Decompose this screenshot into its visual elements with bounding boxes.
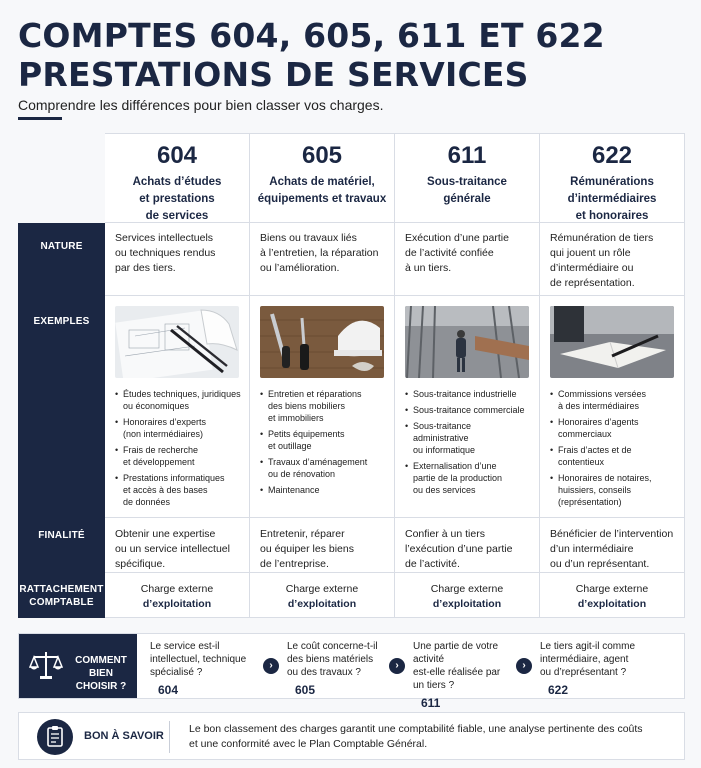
- question-line: Une partie de votre activité: [413, 641, 499, 665]
- nature-line: de l’activité confiée: [405, 247, 494, 259]
- exemple-line: (représentation): [558, 497, 622, 507]
- exemple-item: [405, 460, 533, 496]
- exemple-item: [550, 472, 678, 508]
- tip-text-line-1: Le bon classement des charges garantit une comptabilité fiable, une analyse pertinente des coûts: [189, 723, 643, 735]
- exemple-item: [260, 428, 388, 452]
- row-head-finalite: [18, 518, 105, 573]
- exemple-line: à des intermédiaires: [558, 401, 640, 411]
- finalite-cell-622: [540, 518, 685, 573]
- nature-cell-605: [250, 223, 395, 296]
- exemples-list: [115, 388, 243, 512]
- finalite-line: spécifique.: [115, 558, 166, 570]
- account-title: [250, 174, 394, 208]
- exemples-cell-611: [395, 296, 540, 518]
- page-title-line-1: COMPTES 604, 605, 611 ET 622: [18, 16, 605, 55]
- nature-line: à l’entretien, la réparation: [260, 247, 379, 259]
- exemples-list: [260, 388, 388, 500]
- exemple-line: • Prestations informatiques: [123, 473, 225, 483]
- title-underline: [18, 117, 62, 120]
- exemple-line: • Sous-traitance industrielle: [413, 389, 517, 399]
- question-line: intermédiaire, agent: [540, 654, 629, 665]
- finalite-line: ou un service intellectuel: [115, 543, 230, 555]
- row-head-rattachement-line-2: COMPTABLE: [29, 597, 94, 608]
- nature-line: par des tiers.: [115, 262, 176, 274]
- exemple-line: ou économiques: [123, 401, 190, 411]
- rattachement-cell-622: [540, 573, 685, 618]
- nature-line: Biens ou travaux liés: [260, 232, 357, 244]
- exemple-item: [260, 388, 388, 424]
- exemples-cell-605: [250, 296, 395, 518]
- exemple-line: et développement: [123, 457, 195, 467]
- finalite-line: Confier à un tiers: [405, 528, 485, 540]
- question-line: Le coût concerne-t-il: [287, 641, 378, 652]
- chevron-right-icon: ›: [263, 658, 279, 674]
- exemple-item: [550, 444, 678, 468]
- how-to-choose-label-line-1: COMMENT: [75, 655, 127, 666]
- exemple-item: [260, 456, 388, 480]
- account-number: 611: [447, 142, 487, 169]
- blueprint-pen-icon: [115, 306, 239, 378]
- nature-line: Exécution d’une partie: [405, 232, 509, 244]
- column-header-604: [105, 133, 250, 223]
- nature-line: de représentation.: [550, 277, 635, 289]
- tip-text-line-2: et une conformité avec le Plan Comptable Général.: [189, 738, 428, 750]
- exemple-line: • Frais de recherche: [123, 445, 199, 455]
- exemples-cell-604: [105, 296, 250, 518]
- tip-text: [189, 722, 659, 752]
- question-605: [287, 640, 405, 697]
- question-line: spécialisé ?: [150, 667, 203, 678]
- rattachement-line-1: Charge externe: [140, 583, 214, 595]
- rattachement-cell-604: [105, 573, 250, 618]
- row-head-rattachement-line-1: RATTACHEMENT: [19, 584, 104, 595]
- account-title-line: et prestations: [139, 193, 215, 205]
- column-header-611: [395, 133, 540, 223]
- how-to-choose-band: [18, 633, 685, 710]
- question-line: un tiers ?: [413, 680, 455, 691]
- row-head-nature-label: NATURE: [40, 241, 83, 252]
- account-title-line: Achats de matériel,: [269, 176, 375, 188]
- how-to-choose-label: [69, 654, 133, 693]
- answer-account: 622: [548, 683, 569, 697]
- finalite-line: l’exécution d’une partie: [405, 543, 513, 555]
- exemple-item: [115, 444, 243, 468]
- finalite-cell-605: [250, 518, 395, 573]
- exemple-line: • Frais d’actes et de: [558, 445, 632, 455]
- account-title: [105, 174, 249, 225]
- chevron-right-icon: ›: [389, 658, 405, 674]
- notebook-pen-icon: [550, 306, 674, 378]
- account-title-line: Sous-traitance: [427, 176, 507, 188]
- finalite-line: de l’activité.: [405, 558, 460, 570]
- exemple-item: [260, 484, 388, 496]
- account-title-line: d’intermédiaires: [567, 193, 657, 205]
- exemple-item: [405, 404, 533, 416]
- row-head-rattachement: [18, 573, 105, 618]
- nature-line: qui jouent un rôle: [550, 247, 631, 259]
- exemple-item: [550, 388, 678, 412]
- rattachement-line-1: Charge externe: [575, 583, 649, 595]
- exemple-item: [115, 472, 243, 508]
- answer-account: 605: [295, 683, 316, 697]
- rattachement-cell-611: [395, 573, 540, 618]
- how-to-choose-header: [19, 634, 137, 698]
- finalite-line: de l’entreprise.: [260, 558, 329, 570]
- tools-helmet-icon: [260, 306, 384, 378]
- row-head-finalite-label: FINALITÉ: [38, 530, 85, 541]
- worker-factory-icon: [405, 306, 529, 378]
- exemple-line: • Honoraires de notaires,: [558, 473, 652, 483]
- exemples-cell-622: [540, 296, 685, 518]
- account-number: 605: [301, 142, 343, 169]
- nature-line: à un tiers.: [405, 262, 452, 274]
- exemple-line: • Honoraires d’experts: [123, 417, 207, 427]
- exemple-line: • Commissions versées: [558, 389, 647, 399]
- exemple-line: commerciaux: [558, 429, 612, 439]
- rattachement-line-1: Charge externe: [285, 583, 359, 595]
- exemple-item: [550, 416, 678, 440]
- account-number: 604: [156, 142, 198, 169]
- exemple-line: administrative: [413, 433, 469, 443]
- finalite-line: Bénéficier de l’intervention: [550, 528, 674, 540]
- scales-icon: [29, 648, 63, 682]
- how-to-choose-label-line-2: BIEN CHOISIR ?: [75, 668, 127, 692]
- nature-cell-622: [540, 223, 685, 296]
- page-subtitle: Comprendre les différences pour bien classer vos charges.: [18, 97, 384, 113]
- exemple-line: et immobiliers: [268, 413, 324, 423]
- rattachement-line-2: d’exploitation: [577, 598, 647, 610]
- exemple-line: partie de la production: [413, 473, 503, 483]
- account-title-line: Rémunérations: [570, 176, 654, 188]
- exemple-item: [405, 388, 533, 400]
- finalite-cell-604: [105, 518, 250, 573]
- question-line: est-elle réalisée par: [413, 667, 501, 678]
- question-611: [413, 640, 531, 710]
- finalite-cell-611: [395, 518, 540, 573]
- exemple-line: ou informatique: [413, 445, 476, 455]
- exemple-item: [405, 420, 533, 456]
- question-622: [540, 640, 658, 697]
- question-line: des biens matériels: [287, 654, 374, 665]
- exemple-item: [115, 388, 243, 412]
- nature-line: Services intellectuels: [115, 232, 214, 244]
- exemple-line: huissiers, conseils: [558, 485, 632, 495]
- page-title: [18, 16, 605, 94]
- exemple-item: [115, 416, 243, 440]
- account-title: [540, 174, 684, 225]
- exemple-line: de données: [123, 497, 171, 507]
- account-title-line: de services: [145, 210, 209, 222]
- tip-label: BON À SAVOIR: [84, 730, 164, 742]
- exemple-line: • Petits équipements: [268, 429, 345, 439]
- answer-account: 611: [421, 696, 441, 710]
- account-title-line: Achats d’études: [132, 176, 222, 188]
- exemple-line: des biens mobiliers: [268, 401, 346, 411]
- exemple-line: • Maintenance: [268, 485, 320, 495]
- answer-account: 604: [158, 683, 179, 697]
- question-line: intellectuel, technique: [150, 654, 247, 665]
- row-head-exemples: [18, 296, 105, 518]
- row-head-nature: [18, 223, 105, 296]
- tip-band: [18, 712, 685, 760]
- rattachement-line-2: d’exploitation: [142, 598, 212, 610]
- exemple-line: et outillage: [268, 441, 312, 451]
- finalite-line: ou d’un représentant.: [550, 558, 650, 570]
- question-line: ou d’représentant ?: [540, 667, 627, 678]
- question-line: ou des travaux ?: [287, 667, 361, 678]
- page-title-line-2: PRESTATIONS DE SERVICES: [18, 55, 529, 94]
- exemple-line: • Travaux d’aménagement: [268, 457, 368, 467]
- rattachement-line-2: d’exploitation: [287, 598, 357, 610]
- clipboard-icon: [37, 719, 73, 755]
- row-head-exemples-label: EXEMPLES: [33, 316, 90, 327]
- chevron-right-icon: ›: [516, 658, 532, 674]
- tip-divider: [169, 721, 170, 753]
- exemple-line: ou de rénovation: [268, 469, 336, 479]
- rattachement-line-2: d’exploitation: [432, 598, 502, 610]
- exemple-line: et accès à des bases: [123, 485, 208, 495]
- exemple-line: ou des services: [413, 485, 476, 495]
- nature-line: ou techniques rendus: [115, 247, 216, 259]
- comparison-table: [18, 133, 685, 618]
- nature-line: Rémunération de tiers: [550, 232, 654, 244]
- account-title-line: équipements et travaux: [257, 193, 387, 205]
- account-title: [395, 174, 539, 208]
- rattachement-line-1: Charge externe: [430, 583, 504, 595]
- column-header-622: [540, 133, 685, 223]
- exemples-list: [550, 388, 678, 512]
- exemple-line: • Sous-traitance commerciale: [413, 405, 525, 415]
- exemple-line: contentieux: [558, 457, 605, 467]
- nature-line: d’intermédiaire ou: [550, 262, 634, 274]
- exemple-line: • Entretien et réparations: [268, 389, 362, 399]
- account-number: 622: [591, 142, 633, 169]
- rattachement-cell-605: [250, 573, 395, 618]
- exemple-line: • Externalisation d’une: [413, 461, 497, 471]
- nature-line: ou l’amélioration.: [260, 262, 340, 274]
- nature-cell-604: [105, 223, 250, 296]
- exemple-line: • Honoraires d’agents: [558, 417, 639, 427]
- exemple-line: • Sous-traitance: [413, 421, 472, 431]
- exemple-line: (non intermédiaires): [123, 429, 204, 439]
- finalite-line: Entretenir, réparer: [260, 528, 345, 540]
- finalite-line: Obtenir une expertise: [115, 528, 216, 540]
- question-line: Le tiers agit-il comme: [540, 641, 636, 652]
- finalite-line: d’un intermédiaire: [550, 543, 634, 555]
- question-line: Le service est-il: [150, 641, 220, 652]
- column-header-605: [250, 133, 395, 223]
- account-title-line: et honoraires: [575, 210, 649, 222]
- nature-cell-611: [395, 223, 540, 296]
- account-title-line: générale: [443, 193, 491, 205]
- exemples-list: [405, 388, 533, 500]
- exemple-line: • Études techniques, juridiques: [123, 389, 241, 399]
- question-604: [150, 640, 268, 697]
- finalite-line: ou équiper les biens: [260, 543, 354, 555]
